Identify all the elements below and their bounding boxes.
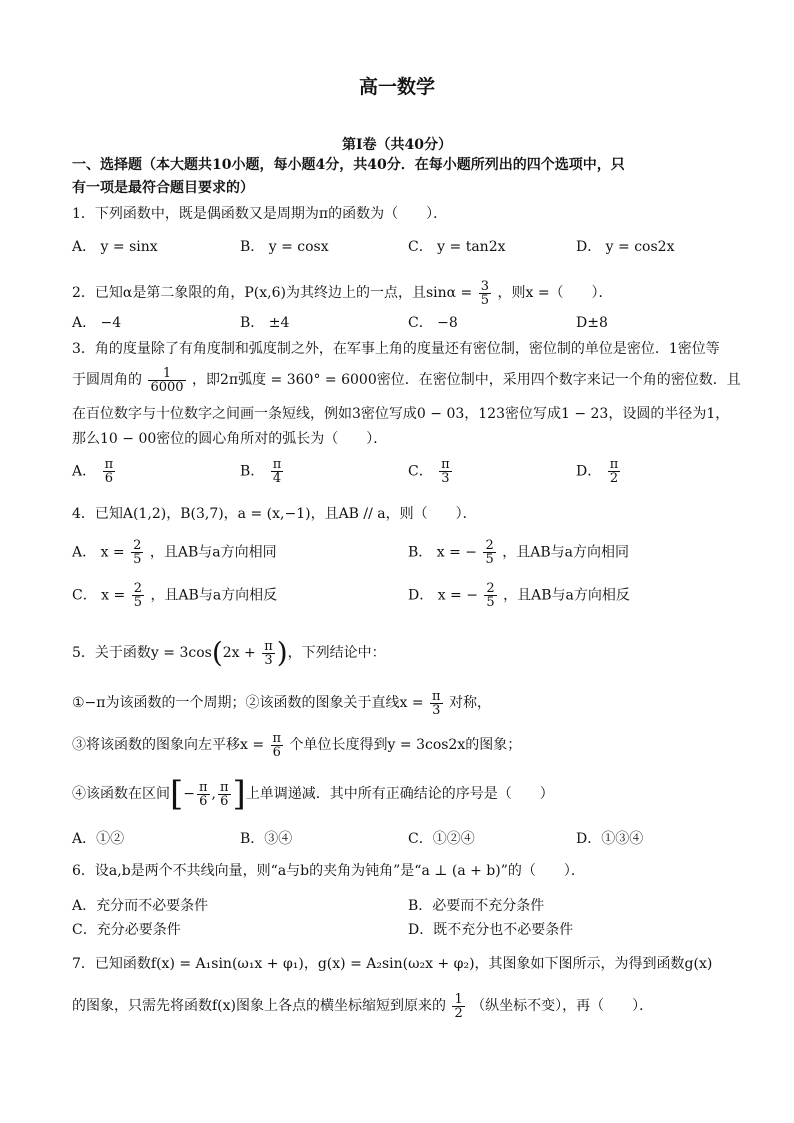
- q4-option-c: [72, 582, 277, 609]
- q4-option-c-pre: x =: [101, 587, 126, 604]
- q3-option-c-label: C．: [408, 463, 433, 480]
- q1-option-a: A． y = sinx: [72, 239, 158, 255]
- q4-option-a-pre: x =: [100, 544, 125, 561]
- q4-option-c-fraction: [132, 582, 144, 609]
- q4-option-b-fraction: [483, 539, 495, 566]
- q4-option-d-label: D．: [408, 587, 434, 604]
- q7-line2-part2: （纵坐标不变），再（ ）．: [471, 998, 654, 1014]
- q5-stem: [72, 636, 722, 670]
- q7-fraction-denominator: 2: [454, 1005, 463, 1021]
- page-title: 高一数学: [358, 76, 435, 98]
- q4-option-d: [408, 582, 630, 609]
- q7-fraction: [452, 993, 464, 1020]
- q3-option-d-numerator: π: [609, 457, 619, 472]
- q2-option-d: D±8: [576, 315, 608, 331]
- q5-statement-3-numerator-1: π: [199, 779, 208, 795]
- q3-option-a-fraction: [103, 458, 116, 485]
- q5-left-bracket: [: [170, 774, 184, 814]
- q3-line2-part1: 于圆周角的: [72, 372, 142, 388]
- q5-statement-1-denominator: 3: [432, 702, 441, 718]
- q5-statement-2-denominator: 6: [272, 744, 281, 760]
- q4-option-d-fraction: [484, 582, 496, 609]
- q5-option-a: A．①②: [72, 831, 125, 847]
- q4-option-c-numerator: 2: [133, 581, 142, 596]
- q7-line2-part1: 的图象，只需先将函数f(x)图象上各点的横坐标缩短到原来的: [72, 998, 446, 1014]
- q4-option-a-fraction: [131, 539, 143, 566]
- q4-option-c-denominator: 5: [133, 595, 142, 610]
- q7-fraction-numerator: 1: [454, 991, 463, 1007]
- q5-statement-2-fraction: [271, 732, 284, 759]
- q5-statement-2-part1: ③将该函数的图象向左平移x =: [72, 737, 265, 753]
- q2-stem: [72, 276, 722, 310]
- q4-option-b-post: ，且AB与a方向相同: [502, 544, 629, 561]
- q6-option-d: D．既不充分也不必要条件: [408, 922, 574, 938]
- q3-fraction-numerator: 1: [148, 367, 185, 381]
- q3-option-d-label: D．: [576, 463, 602, 480]
- q4-option-c-post: ，且AB与a方向相反: [150, 587, 278, 604]
- q2-fraction-denominator: 5: [480, 292, 490, 308]
- q3-option-c-denominator: 3: [441, 471, 450, 486]
- q3-line2: [72, 363, 741, 397]
- q5-statement-3-denominator-2: 6: [220, 793, 229, 809]
- q6-stem: 6．设a,b是两个不共线向量，则“a与b的夹角为钝角”是“a ⊥ (a + b)”的（ ）．: [72, 863, 585, 879]
- q3-option-d: [576, 458, 622, 485]
- q5-statement-3-fraction-1: [197, 781, 210, 808]
- q5-option-d: D．①③④: [576, 831, 644, 847]
- q5-statement-3: ④该函数在区间[− $\frac{\pi}{6}$ , $\frac{\pi}{6}$ ]上单调递减．其中所有正确结论的序号是（ ）: [72, 774, 554, 814]
- q5-statement-2-part2: 个单位长度得到y = 3cos2x的图象；: [289, 737, 522, 753]
- q1-stem: 1．下列函数中，既是偶函数又是周期为π的函数为（ ）．: [72, 206, 448, 222]
- q3-fraction: [148, 367, 185, 394]
- q4-option-a-label: A．: [72, 544, 97, 561]
- q3-option-a-numerator: π: [104, 457, 114, 472]
- q5-statement-3-fraction-2: [218, 781, 231, 808]
- q4-option-d-numerator: 2: [486, 581, 495, 596]
- q2-option-a: A． −4: [72, 315, 122, 331]
- q4-option-b-denominator: 5: [485, 552, 494, 567]
- q4-option-d-denominator: 5: [486, 595, 495, 610]
- q4-stem: 4．已知A(1,2)，B(3,7)，a = (x,−1)，且AB // a，则（ ）．: [72, 506, 477, 522]
- q6-option-c: C．充分必要条件: [72, 922, 181, 938]
- q2-fraction-numerator: 3: [480, 278, 490, 294]
- q5-stem-part2: ，下列结论中：: [287, 645, 386, 661]
- q3-line2-part2: ，即2π弧度 = 360° = 6000密位．在密位制中，采用四个数字来记一个角的密位数．且: [192, 372, 741, 388]
- q2-fraction: [479, 280, 491, 307]
- q4-option-a-denominator: 5: [133, 552, 142, 567]
- q5-option-c: C．①②④: [408, 831, 475, 847]
- q5-statement-3-part1: ④该函数在区间: [72, 786, 170, 802]
- q4-option-a: [72, 539, 277, 566]
- q3-option-b-label: B．: [240, 463, 265, 480]
- q4-option-b-pre: x = −: [436, 544, 478, 561]
- q5-statement-1: [72, 686, 722, 720]
- q3-option-a-denominator: 6: [104, 471, 113, 486]
- q5-stem-part1: 5．关于函数y = 3cos: [72, 645, 212, 661]
- q5-statement-2: [72, 728, 722, 762]
- q5-statement-3-part2: 上单调递减．其中所有正确结论的序号是（ ）: [245, 786, 554, 802]
- q5-statement-3-numerator-2: π: [220, 779, 229, 795]
- q3-option-a: [72, 458, 117, 485]
- q7-line1: 7．已知函数f(x) = A₁sin(ω₁x + φ₁)，g(x) = A₂sin(ω₂x + φ₂)，其图象如下图所示，为得到函数g(x): [72, 956, 713, 972]
- q2-stem-part2: ，则x =（ ）．: [497, 285, 613, 301]
- q4-option-a-numerator: 2: [133, 538, 142, 553]
- q4-option-b-label: B．: [408, 544, 433, 561]
- q5-stem-numerator: π: [264, 638, 273, 654]
- q1-option-c: C． y = tan2x: [408, 239, 506, 255]
- q5-statement-1-numerator: π: [432, 688, 441, 704]
- q5-statement-1-part1: ①−π为该函数的一个周期；②该函数的图象关于直线x =: [72, 695, 424, 711]
- q6-option-b: B．必要而不充分条件: [408, 898, 545, 914]
- q3-option-b-fraction: [271, 458, 284, 485]
- q5-left-paren: (: [211, 636, 223, 669]
- q4-option-a-post: ，且AB与a方向相同: [149, 544, 277, 561]
- q3-option-d-fraction: [608, 458, 621, 485]
- q5-right-bracket: ]: [232, 774, 246, 814]
- q2-option-c: C． −8: [408, 315, 458, 331]
- q5-right-paren: ): [276, 636, 288, 669]
- q1-option-d: D． y = cos2x: [576, 239, 675, 255]
- q3-option-a-label: A．: [72, 463, 97, 480]
- q3-line3: 在百位数字与十位数字之间画一条短线，例如3密位写成0 − 03，123密位写成1 − 23，设圆的半径为1，: [72, 406, 730, 422]
- q4-option-d-pre: x = −: [437, 587, 478, 604]
- q7-line2: [72, 986, 722, 1026]
- q4-option-c-label: C．: [72, 587, 97, 604]
- q3-line1: 3．角的度量除了有角度制和弧度制之外，在军事上角的度量还有密位制，密位制的单位是密位．1密位等: [72, 341, 720, 357]
- q3-option-d-denominator: 2: [609, 471, 619, 486]
- q5-stem-inner: 2x +: [222, 645, 256, 661]
- q3-fraction-denominator: 6000: [150, 379, 184, 395]
- q5-stem-denominator: 3: [264, 652, 273, 668]
- q3-option-c: [408, 458, 454, 485]
- q6-option-a: A．充分而不必要条件: [72, 898, 209, 914]
- q5-statement-3-denominator-1: 6: [199, 793, 208, 809]
- q5-statement-1-part2: 对称，: [449, 695, 492, 711]
- q3-line4: 那么10 − 00密位的圆心角所对的弧长为（ ）．: [72, 431, 388, 447]
- q4-option-d-post: ，且AB与a方向相反: [503, 587, 630, 604]
- q3-option-b-denominator: 4: [272, 471, 282, 486]
- q5-stem-fraction: [262, 640, 275, 667]
- q3-option-b: [240, 458, 285, 485]
- q4-option-b: [408, 539, 629, 566]
- section-title: 第Ⅰ卷（共40分）: [341, 137, 453, 153]
- q5-statement-1-fraction: [430, 690, 443, 717]
- q3-option-c-fraction: [439, 458, 452, 485]
- q2-option-b: B． ±4: [240, 315, 290, 331]
- q4-option-b-numerator: 2: [485, 538, 494, 553]
- q3-option-c-numerator: π: [441, 457, 450, 472]
- q2-stem-part1: 2．已知α是第二象限的角，P(x,6)为其终边上的一点，且sinα =: [72, 285, 473, 301]
- q5-option-b: B．③④: [240, 831, 293, 847]
- q3-option-b-numerator: π: [272, 457, 282, 472]
- part-header-line2: 有一项是最符合题目要求的）: [72, 180, 254, 196]
- q1-option-b: B． y = cosx: [240, 239, 329, 255]
- q5-statement-2-numerator: π: [272, 730, 282, 746]
- part-header-line1: 一、选择题（本大题共10小题，每小题4分，共40分．在每小题所列出的四个选项中，只: [72, 157, 625, 173]
